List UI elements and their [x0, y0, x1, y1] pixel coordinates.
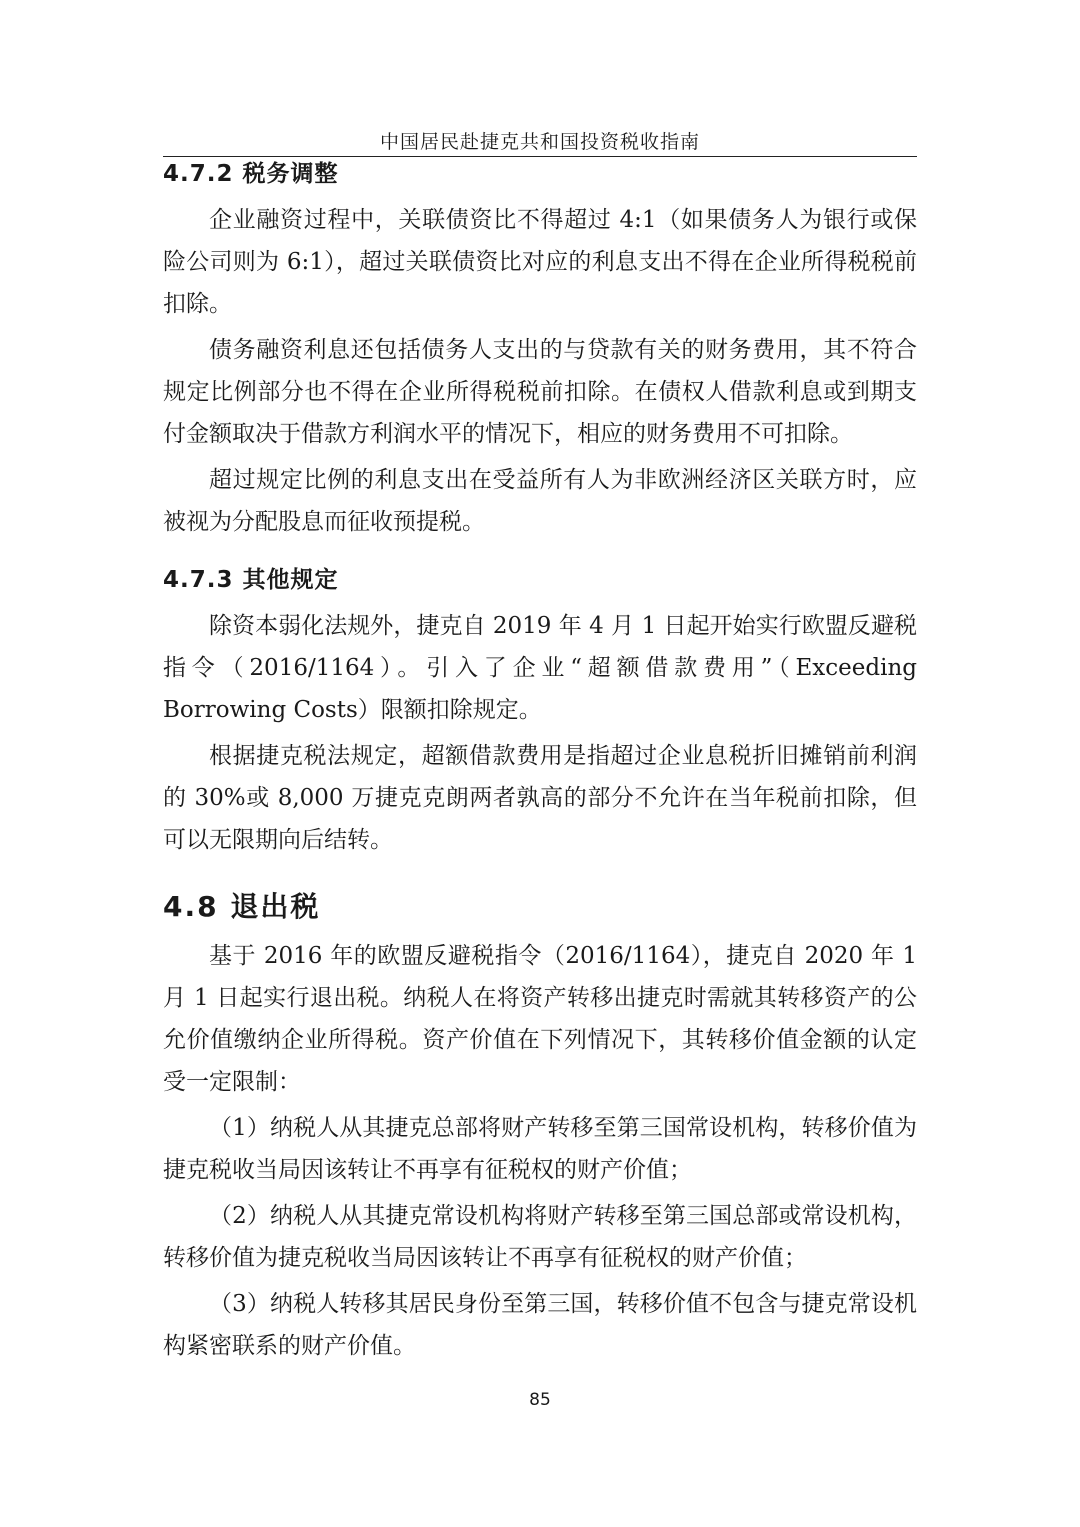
- paragraph-exceeding-borrowing-costs: 根据捷克税法规定，超额借款费用是指超过企业息税折旧摊销前利润的 30%或 8,000 万捷克克朗两者孰高的部分不允许在当年税前扣除，但可以无限期向后结转。: [163, 743, 917, 853]
- page-body: [163, 155, 917, 1367]
- paragraph-withholding-tax: 超过规定比例的利息支出在受益所有人为非欧洲经济区关联方时，应被视为分配股息而征收预提税。: [163, 467, 917, 535]
- heading-4-8: 4.8 退出税: [163, 890, 321, 923]
- list-item-1: （1）纳税人从其捷克总部将财产转移至第三国常设机构，转移价值为捷克税收当局因该转让不再享有征税权的财产价值；: [163, 1115, 917, 1183]
- page-number: 85: [529, 1390, 551, 1410]
- paragraph-financing-costs: 债务融资利息还包括债务人支出的与贷款有关的财务费用，其不符合规定比例部分也不得在企业所得税税前扣除。在债权人借款利息或到期支付金额取决于借款方利润水平的情况下，相应的财务费用不可扣除。: [163, 337, 917, 447]
- heading-4-7-3: 4.7.3 其他规定: [163, 567, 339, 593]
- paragraph-exit-tax: 基于 2016 年的欧盟反避税指令（2016/1164），捷克自 2020 年 1 月 1 日起实行退出税。纳税人在将资产转移出捷克时需就其转移资产的公允价值缴纳企业所得税。资产价值在下列情况下，其转移价值金额的认定受一定限制：: [163, 943, 917, 1095]
- running-header: 中国居民赴捷克共和国投资税收指南: [379, 131, 700, 153]
- heading-4-7-2: 4.7.2 税务调整: [163, 161, 339, 187]
- paragraph-debt-ratio: 企业融资过程中，关联债资比不得超过 4:1（如果债务人为银行或保险公司则为 6:1），超过关联债资比对应的利息支出不得在企业所得税税前扣除。: [163, 207, 917, 317]
- paragraph-atad: 除资本弱化法规外，捷克自 2019 年 4 月 1 日起开始实行欧盟反避税指令（2016/1164）。引入了企业“超额借款费用”（Exceeding Borrowing Costs）限额扣除规定。: [163, 613, 917, 723]
- list-item-2: （2）纳税人从其捷克常设机构将财产转移至第三国总部或常设机构，转移价值为捷克税收当局因该转让不再享有征税权的财产价值；: [163, 1203, 917, 1271]
- list-item-3: （3）纳税人转移其居民身份至第三国，转移价值不包含与捷克常设机构紧密联系的财产价值。: [163, 1291, 917, 1359]
